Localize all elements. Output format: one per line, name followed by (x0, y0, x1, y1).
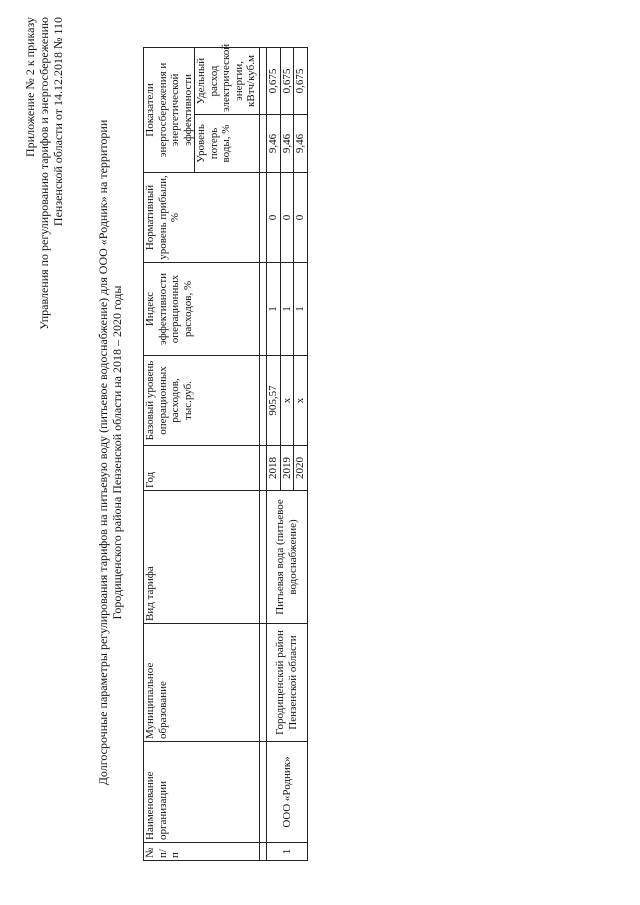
cell-profit-level: 0 (267, 173, 281, 263)
col-header-number: № п/п (144, 843, 260, 861)
cell-efficiency-index: 1 (280, 263, 294, 356)
col-header-water-losses: Уровень потерь воды, % (195, 115, 260, 173)
cell-tariff-type: Питьевая вода (питьевое водоснабжение) (267, 491, 308, 624)
cell-organization: ООО «Родник» (267, 742, 308, 843)
col-header-organization: Наименование организации (144, 742, 260, 843)
col-header-efficiency-index: Индекс эффективности операционных расходов, % (144, 263, 260, 356)
document-title-line-1: Долгосрочные параметры регулирования тарифов на питьевую воду (питьевое водоснабжение) для ООО «Родник» на территории (96, 119, 110, 786)
cell-year: 2019 (280, 446, 294, 491)
table-row (267, 47, 281, 860)
document-title-line-2: Городищенского района Пензенской области на 2018 – 2020 годы (110, 285, 124, 620)
cell-water-losses: 9,46 (267, 115, 281, 173)
col-header-base-opex: Базовый уровень операционных расходов, тыс.руб. (144, 356, 260, 446)
cell-energy-consumption: 0,675 (267, 47, 281, 114)
cell-profit-level: 0 (294, 173, 308, 263)
col-header-profit-level: Нормативный уровень прибыли, % (144, 173, 260, 263)
cell-year: 2020 (294, 446, 308, 491)
cell-efficiency-index: 1 (267, 263, 281, 356)
col-header-year: Год (144, 446, 260, 491)
cell-year: 2018 (267, 446, 281, 491)
tariff-parameters-table (143, 43, 308, 861)
cell-efficiency-index: 1 (294, 263, 308, 356)
cell-energy-consumption: 0,675 (280, 47, 294, 114)
appendix-line-1: Приложение № 2 к приказу (23, 17, 37, 157)
cell-row-number: 1 (267, 843, 308, 861)
cell-base-opex: 905,57 (267, 356, 281, 446)
cell-municipality: Городищенский район Пензенской области (267, 624, 308, 742)
appendix-line-2: Управления по регулированию тарифов и энергосбережению (37, 17, 51, 330)
cell-water-losses: 9,46 (280, 115, 294, 173)
col-header-energy-consumption: Удельный расход электрической энергии, кВтч/куб.м (195, 47, 260, 114)
cell-base-opex: x (280, 356, 294, 446)
cell-profit-level: 0 (280, 173, 294, 263)
cell-water-losses: 9,46 (294, 115, 308, 173)
appendix-line-3: Пензенской области от 14.12.2018 № 110 (51, 17, 65, 227)
col-header-tariff-type: Вид тарифа (144, 491, 260, 624)
col-header-energy-indicators: Показатели энергосбережения и энергетической эффективности (144, 47, 195, 172)
cell-energy-consumption: 0,675 (294, 47, 308, 114)
header-spacer-row (260, 47, 267, 860)
col-header-municipality: Муниципальное образование (144, 624, 260, 742)
cell-base-opex: x (294, 356, 308, 446)
